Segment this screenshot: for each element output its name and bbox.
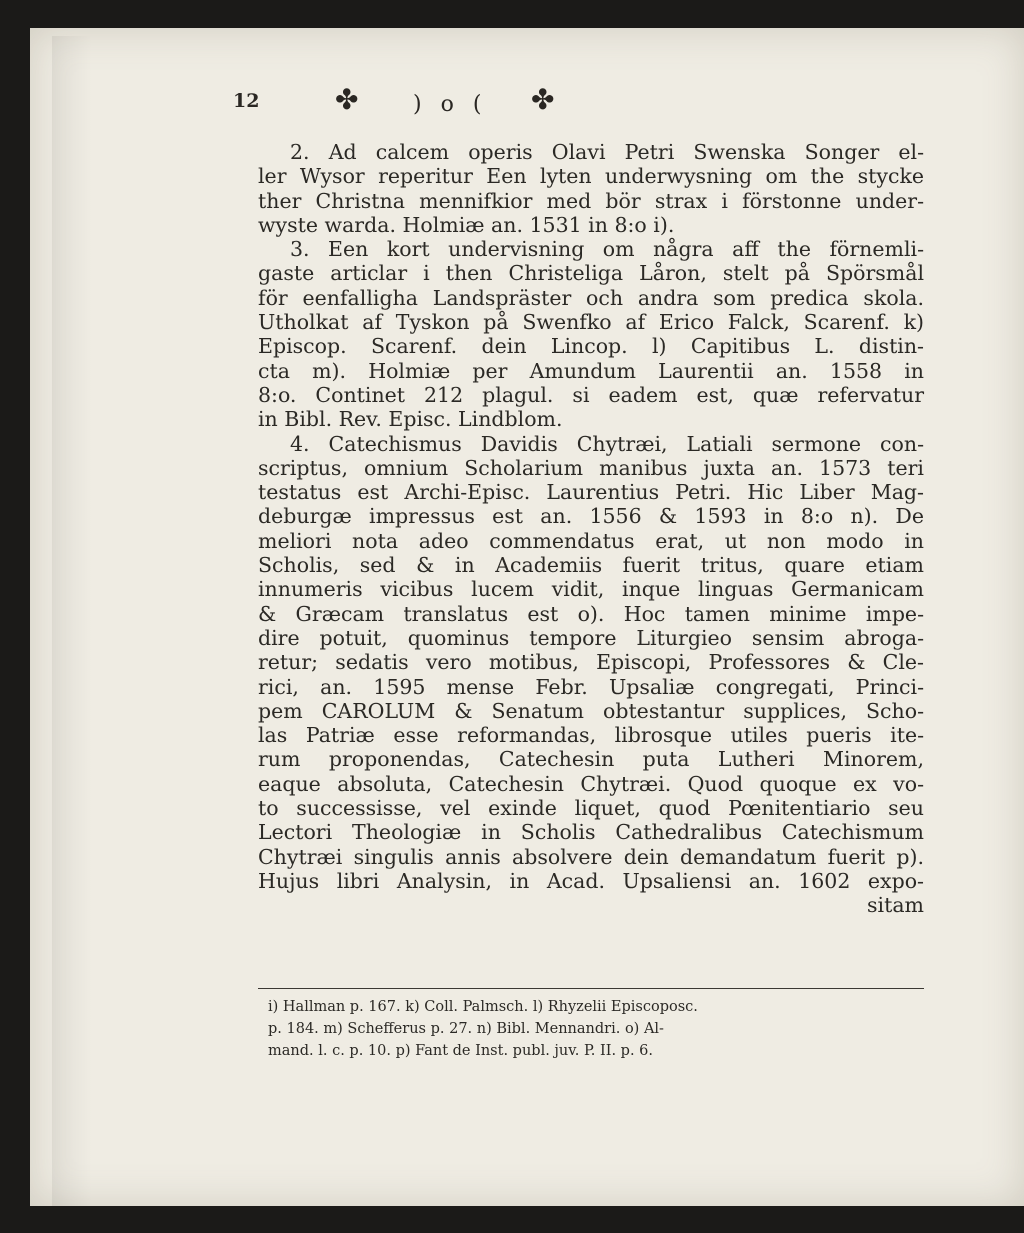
body-text xyxy=(258,140,924,918)
text-line: & Græcam translatus est o). Hoc tamen minime impe- xyxy=(258,601,924,626)
text-line: Lectori Theologiæ in Scholis Cathedralibus Catechismum xyxy=(258,820,924,845)
fleuron-ornament-icon: ✤ xyxy=(531,83,555,116)
text-line: in Bibl. Rev. Episc. Lindblom. xyxy=(258,407,563,432)
text-line: 3. Een kort undervisning om några aff the förnemli- xyxy=(290,237,924,262)
text-line: scriptus, omnium Scholarium manibus juxta an. 1573 teri xyxy=(258,455,924,480)
text-line: 2. Ad calcem operis Olavi Petri Swenska Songer el- xyxy=(290,140,924,164)
text-line: eaque absoluta, Catechesin Chytræi. Quod quoque ex vo- xyxy=(258,771,924,796)
text-line: Episcop. Scarenf. dein Lincop. l) Capitibus L. distin- xyxy=(258,334,924,359)
footnote-line: p. 184. m) Schefferus p. 27. n) Bibl. Mennandri. o) Al- xyxy=(268,1021,664,1037)
text-line: retur; sedatis vero motibus, Episcopi, Professores & Cle- xyxy=(258,650,924,675)
text-line: to successisse, vel exinde liquet, quod Pœnitentiario seu xyxy=(258,796,924,821)
text-line: deburgæ impressus est an. 1556 & 1593 in 8:o n). De xyxy=(258,504,924,529)
text-line: dire potuit, quominus tempore Liturgieo sensim abroga- xyxy=(258,625,924,650)
text-line: Hujus libri Analysin, in Acad. Upsaliensi an. 1602 expo- xyxy=(258,868,924,893)
text-line: rum proponendas, Catechesin puta Lutheri Minorem, xyxy=(258,747,924,772)
text-line: Scholis, sed & in Academiis fuerit tritus, quare etiam xyxy=(258,553,924,578)
text-line: Chytræi singulis annis absolvere dein demandatum fuerit p). xyxy=(258,844,924,869)
text-line: gaste articlar i then Christeliga Låron, stelt på Spörsmål xyxy=(258,261,924,286)
text-line: cta m). Holmiæ per Amundum Laurentii an. 1558 in xyxy=(258,358,924,383)
text-line: för eenfalligha Landspräster och andra som predica skola. xyxy=(258,285,924,310)
text-line: Utholkat af Tyskon på Swenfko af Erico Falck, Scarenf. k) xyxy=(258,310,924,335)
text-line: meliori nota adeo commendatus erat, ut non modo in xyxy=(258,528,924,553)
page-header xyxy=(233,82,733,122)
catchword: sitam xyxy=(867,893,924,918)
page-number: 12 xyxy=(233,90,260,112)
fleuron-ornament-icon: ✤ xyxy=(335,83,359,116)
footnote-rule xyxy=(258,988,924,989)
footnotes xyxy=(268,996,924,1062)
text-line: pem CAROLUM & Senatum obtestantur supplices, Scho- xyxy=(258,698,924,723)
footnote-line: mand. l. c. p. 10. p) Fant de Inst. publ. juv. P. II. p. 6. xyxy=(268,1043,653,1059)
text-line: ler Wysor reperitur Een lyten underwysning om the stycke xyxy=(258,164,924,189)
text-line: 4. Catechismus Davidis Chytræi, Latiali sermone con- xyxy=(290,431,924,456)
text-line: rici, an. 1595 mense Febr. Upsaliæ congregati, Princi- xyxy=(258,674,924,699)
header-mark: ) o ( xyxy=(413,92,488,117)
footnote-line: i) Hallman p. 167. k) Coll. Palmsch. l) Rhyzelii Episcoposc. xyxy=(268,999,698,1015)
text-line: wyste warda. Holmiæ an. 1531 in 8:o i). xyxy=(258,212,675,237)
text-line: las Patriæ esse reformandas, librosque utiles pueris ite- xyxy=(258,723,924,748)
text-line: testatus est Archi-Episc. Laurentius Petri. Hic Liber Mag- xyxy=(258,480,924,505)
text-line: innumeris vicibus lucem vidit, inque linguas Germanicam xyxy=(258,577,924,602)
text-line: ther Christna mennifkior med bör strax i förstonne under- xyxy=(258,188,924,213)
text-line: 8:o. Continet 212 plagul. si eadem est, quæ refervatur xyxy=(258,382,924,407)
